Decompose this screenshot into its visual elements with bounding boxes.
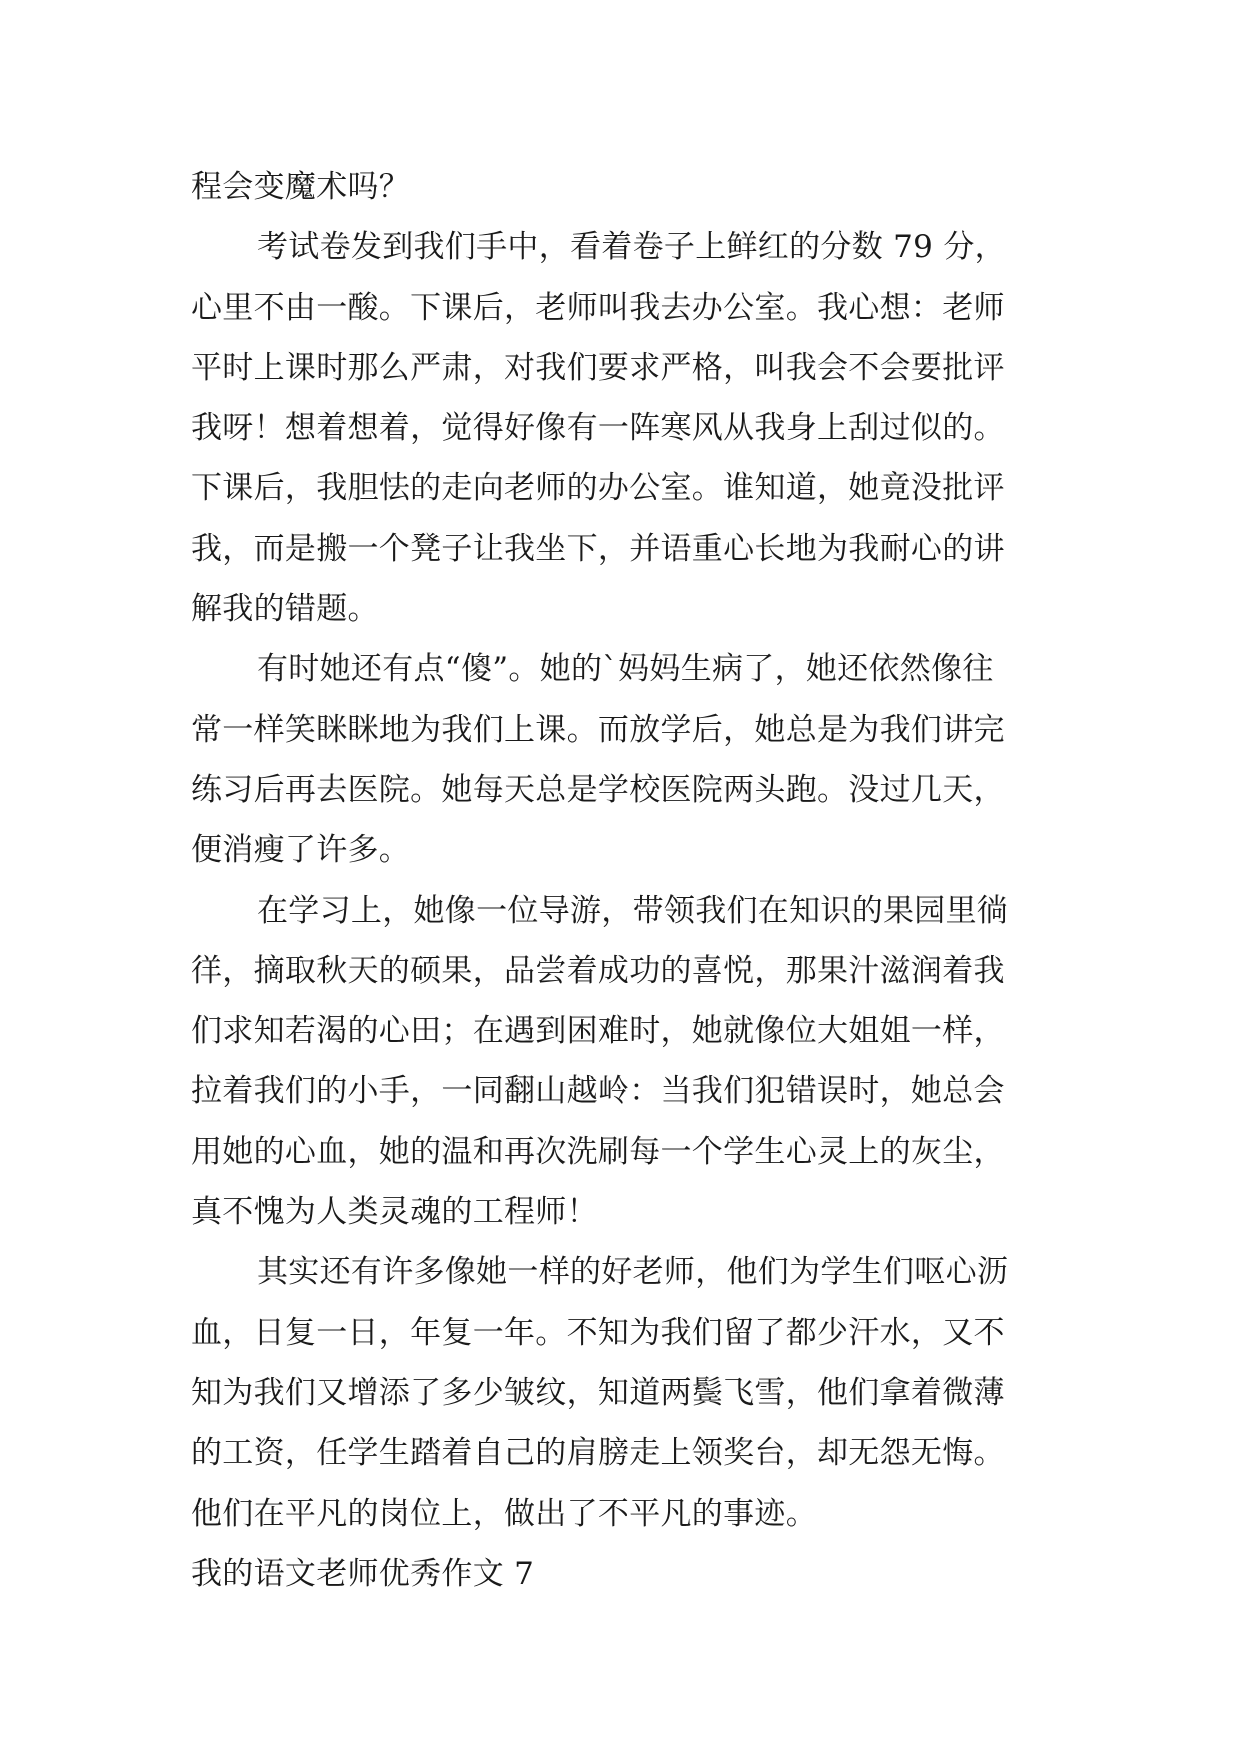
- text-line: 考试卷发到我们手中，看着卷子上鲜红的分数 79 分，: [257, 229, 1006, 266]
- text-line: 的工资，任学生踏着自己的肩膀走上领奖台，却无怨无悔。: [191, 1435, 1005, 1472]
- text-line: 其实还有许多像她一样的好老师，他们为学生们呕心沥: [257, 1254, 1009, 1291]
- paragraph: [191, 1242, 1071, 1543]
- text-line: 心里不由一酸。下课后，老师叫我去办公室。我心想：老师: [191, 289, 1005, 326]
- text-line: 我，而是搬一个凳子让我坐下，并语重心长地为我耐心的讲: [191, 530, 1005, 567]
- text-line: 便消瘦了许多。: [191, 832, 411, 869]
- text-line: 用她的心血，她的温和再次洗刷每一个学生心灵上的灰尘，: [191, 1133, 1005, 1170]
- text-line: 徉，摘取秋天的硕果，品尝着成功的喜悦，那果汁滋润着我: [191, 952, 1005, 989]
- paragraph: [191, 217, 1071, 639]
- paragraph: [191, 157, 1071, 217]
- paragraph: [191, 639, 1071, 880]
- text-line: 平时上课时那么严肃，对我们要求严格，叫我会不会要批评: [191, 349, 1005, 386]
- document-body: [191, 157, 1071, 1604]
- text-line: 程会变魔术吗？: [191, 169, 411, 205]
- text-line: 他们在平凡的岗位上，做出了不平凡的事迹。: [191, 1495, 817, 1532]
- section-heading: [191, 1544, 1071, 1604]
- text-line: 拉着我们的小手，一同翻山越岭：当我们犯错误时，她总会: [191, 1073, 1005, 1110]
- text-line: 在学习上，她像一位导游，带领我们在知识的果园里徜: [257, 892, 1009, 929]
- text-line: 我呀！想着想着，觉得好像有一阵寒风从我身上刮过似的。: [191, 410, 1005, 447]
- text-line: 解我的错题。: [191, 591, 379, 628]
- text-line: 下课后，我胆怯的走向老师的办公室。谁知道，她竟没批评: [191, 470, 1005, 507]
- text-line: 常一样笑眯眯地为我们上课。而放学后，她总是为我们讲完: [191, 711, 1005, 748]
- text-line: 真不愧为人类灵魂的工程师！: [191, 1194, 598, 1231]
- text-line: 们求知若渴的心田；在遇到困难时，她就像位大姐姐一样，: [191, 1013, 1005, 1050]
- text-line: 知为我们又增添了多少皱纹，知道两鬓飞雪，他们拿着微薄: [191, 1374, 1005, 1411]
- text-line: 有时她还有点“傻”。她的`妈妈生病了，她还依然像往: [257, 651, 994, 688]
- text-line: 我的语文老师优秀作文 7: [191, 1555, 535, 1592]
- text-line: 练习后再去医院。她每天总是学校医院两头跑。没过几天，: [191, 771, 1005, 808]
- paragraph: [191, 881, 1071, 1243]
- text-line: 血，日复一日，年复一年。不知为我们留了都少汗水，又不: [191, 1314, 1005, 1351]
